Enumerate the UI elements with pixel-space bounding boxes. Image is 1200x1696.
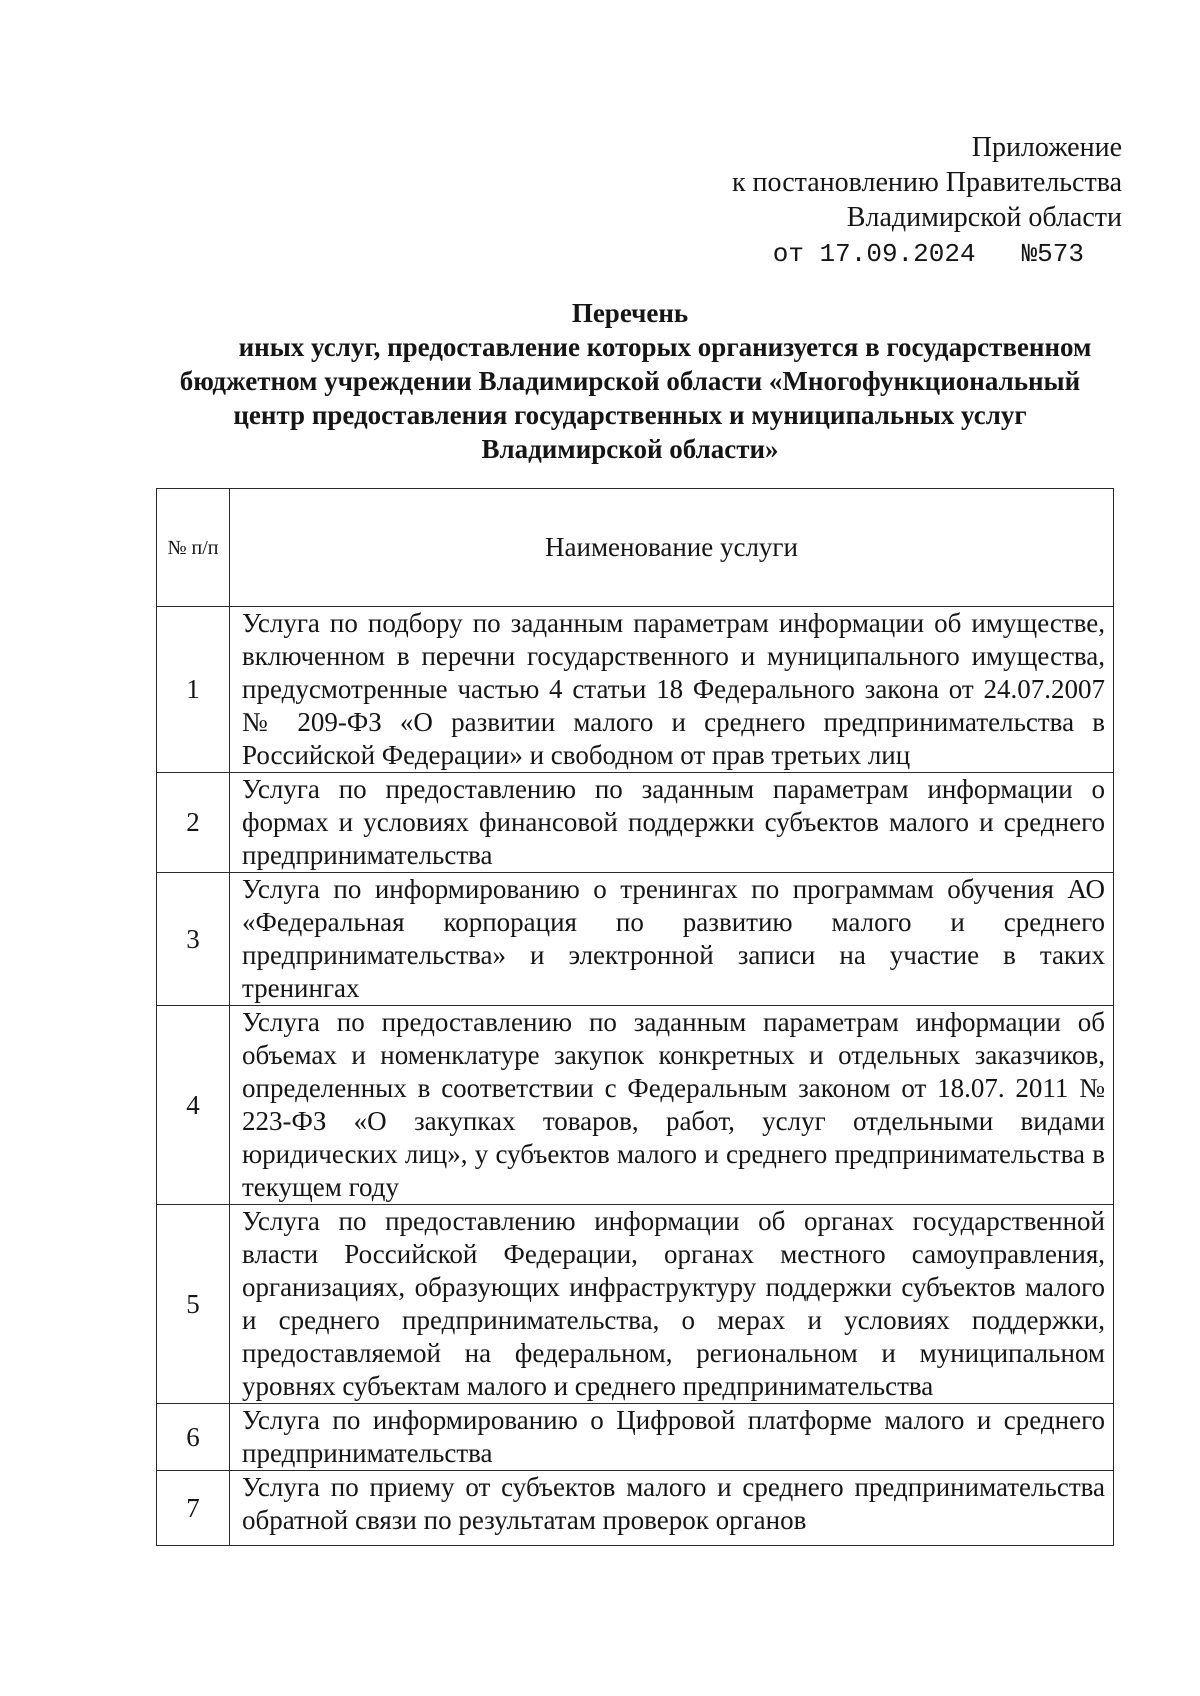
column-header-number: № п/п: [157, 489, 230, 607]
title-line-3: бюджетном учреждении Владимирской области «Многофункциональный: [179, 366, 1081, 396]
row-service-name: [230, 1471, 1114, 1546]
table-row: [157, 1404, 1114, 1471]
row-number: 2: [157, 773, 230, 873]
row-service-name: Услуга по подбору по заданным параметрам информации об имуществе, включенном в перечни государственного и муниципального имущества, предусмотренные частью 4 статьи 18 Федерального закона от 24.07.2007 № 209-ФЗ «О развитии малого и среднего предпринимательства в Российской Федерации» и свободном от прав третьих лиц: [230, 607, 1114, 773]
table-row: [157, 773, 1114, 873]
decree-date-number: [732, 237, 1122, 272]
row-service-name: Услуга по предоставлению по заданным параметрам информации об объемах и номенклатуре закупок конкретных и отдельных заказчиков, определенных в соответствии с Федеральным законом от 18.07. 2011 № 223-ФЗ «О закупках товаров, работ, услуг отдельными видами юридических лиц», у субъектов малого и среднего предпринимательства в текущем году: [230, 1006, 1114, 1205]
title-line-2: иных услуг, предоставление которых организуется в государственном: [238, 332, 1092, 362]
document-title: [150, 296, 1110, 466]
decree-reference: к постановлению Правительства: [731, 167, 1122, 198]
row-service-text: Услуга по приему от субъектов малого и среднего предпринимательства обратной связи по результатам проверок органов: [242, 1472, 1105, 1535]
row-service-name: Услуга по информированию о Цифровой платформе малого и среднего предпринимательства: [230, 1404, 1114, 1471]
table-row: [157, 607, 1114, 773]
table-header-row: [157, 489, 1114, 607]
decree-date: 17.09.2024: [819, 239, 976, 269]
row-number: 5: [157, 1205, 230, 1404]
table-row: [157, 1006, 1114, 1205]
row-service-name: Услуга по предоставлению информации об органах государственной власти Российской Федерации, органах местного самоуправления, организациях, образующих инфраструктуру поддержки субъектов малого и среднего предпринимательства, о мерах и условиях поддержки, предоставляемой на федеральном, региональном и муниципальном уровнях субъектам малого и среднего предпринимательства: [230, 1205, 1114, 1404]
row-number: 3: [157, 873, 230, 1006]
row-number: 4: [157, 1006, 230, 1205]
table-row: [157, 1471, 1114, 1546]
row-number: 1: [157, 607, 230, 773]
title-line-5: Владимирской области»: [481, 434, 779, 464]
row-number: 6: [157, 1404, 230, 1471]
table-row: [157, 873, 1114, 1006]
appendix-header: [732, 130, 1122, 272]
row-number: 7: [157, 1471, 230, 1546]
title-line-1: Перечень: [571, 298, 689, 328]
row-service-name: Услуга по информированию о тренингах по программам обучения АО «Федеральная корпорация по развитию малого и среднего предпринимательства» и электронной записи на участие в таких тренингах: [230, 873, 1114, 1006]
date-prefix: от: [772, 239, 804, 269]
region-name: Владимирской области: [846, 202, 1122, 233]
services-table: [156, 488, 1114, 1546]
table-row: [157, 1205, 1114, 1404]
column-header-name: Наименование услуги: [230, 489, 1114, 607]
row-service-name: Услуга по предоставлению по заданным параметрам информации о формах и условиях финансовой поддержки субъектов малого и среднего предпринимательства: [230, 773, 1114, 873]
appendix-label: Приложение: [971, 132, 1122, 163]
title-line-4: центр предоставления государственных и муниципальных услуг: [233, 400, 1027, 430]
decree-number: №573: [1021, 239, 1084, 269]
